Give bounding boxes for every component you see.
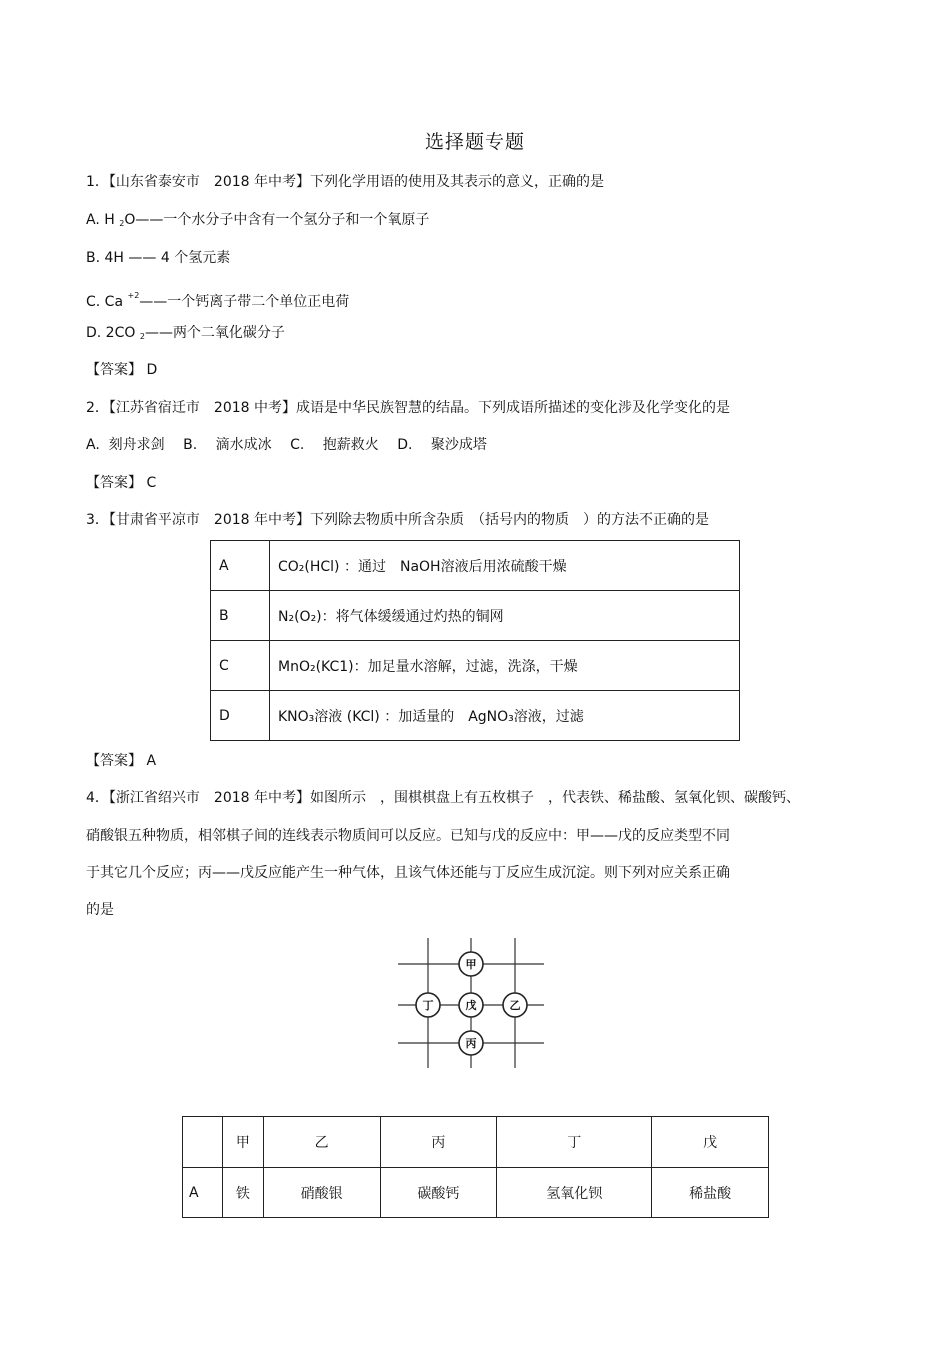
table-cell: 硝酸银 [263, 1168, 380, 1218]
table-cell: B [211, 591, 270, 641]
piece-jia-label: 甲 [465, 958, 477, 971]
question-3-stem: 3．【甘肃省平凉市 2018 年中考】下列除去物质中所含杂质 （括号内的物质 ）的方法不正确的是 [86, 512, 709, 528]
table-header-cell [183, 1117, 223, 1168]
question-1-option-a: A. H $_2$O——一个水分子中含有一个氢分子和一个氧原子 [86, 212, 430, 228]
piece-yi-label: 乙 [509, 999, 521, 1012]
table-cell: MnO₂(KC1)：加足量水溶解，过滤，洗涤，干燥 [270, 641, 740, 691]
table-row [211, 691, 740, 741]
table-cell: 稀盐酸 [652, 1168, 769, 1218]
table-row [183, 1168, 769, 1218]
table-header-row [183, 1117, 769, 1168]
table-cell: 碳酸钙 [380, 1168, 497, 1218]
go-board-diagram [398, 938, 548, 1068]
table-header-cell: 丙 [380, 1117, 497, 1168]
page-title: 选择题专题 [424, 131, 525, 153]
question-4-stem-line-4: 的是 [86, 902, 114, 918]
piece-ding-label: 丁 [422, 999, 434, 1012]
table-cell: N₂(O₂)：将气体缓缓通过灼热的铜网 [270, 591, 740, 641]
question-1-option-d: D. 2CO $_2$——两个二氧化碳分子 [86, 325, 285, 341]
question-2-answer: 【答案】 C [86, 475, 157, 491]
question-4-stem-line-1: 4．【浙江省绍兴市 2018 年中考】如图所示 ，围棋棋盘上有五枚棋子 ，代表铁、稀盐酸、氢氧化钡、碳酸钙、 [86, 790, 800, 806]
question-1-stem: 1．【山东省泰安市 2018 年中考】下列化学用语的使用及其表示的意义，正确的是 [86, 174, 604, 190]
question-3-table [210, 540, 740, 741]
piece-wu-label: 戊 [465, 999, 477, 1012]
table-cell: D [211, 691, 270, 741]
table-cell: 铁 [223, 1168, 264, 1218]
table-cell: 氢氧化钡 [497, 1168, 652, 1218]
piece-bing-label: 丙 [465, 1037, 477, 1050]
table-header-cell: 甲 [223, 1117, 264, 1168]
table-cell: KNO₃溶液 (KCl) ：加适量的 AgNO₃溶液，过滤 [270, 691, 740, 741]
table-header-cell: 乙 [263, 1117, 380, 1168]
table-row [211, 541, 740, 591]
question-1-answer: 【答案】 D [86, 362, 158, 378]
question-2-options: A. 刻舟求剑 B. 滴水成冰 C. 抱薪救火 D. 聚沙成塔 [86, 437, 487, 453]
table-cell: C [211, 641, 270, 691]
question-4-table [182, 1116, 769, 1218]
question-2-stem: 2．【江苏省宿迁市 2018 中考】成语是中华民族智慧的结晶。下列成语所描述的变化涉及化学变化的是 [86, 400, 730, 416]
table-header-cell: 丁 [497, 1117, 652, 1168]
table-cell: A [183, 1168, 223, 1218]
question-1-option-b: B. 4H —— 4 个氢元素 [86, 250, 231, 266]
table-row [211, 641, 740, 691]
question-1-option-c: C. Ca $^{+2}$——一个钙离子带二个单位正电荷 [86, 291, 350, 310]
question-3-answer: 【答案】 A [86, 753, 157, 769]
table-cell: A [211, 541, 270, 591]
table-row [211, 591, 740, 641]
question-4-stem-line-3: 于其它几个反应；丙——戊反应能产生一种气体，且该气体还能与丁反应生成沉淀。则下列对应关系正确 [86, 865, 730, 881]
table-cell: CO₂(HCl) ：通过 NaOH溶液后用浓硫酸干燥 [270, 541, 740, 591]
question-4-stem-line-2: 硝酸银五种物质，相邻棋子间的连线表示物质间可以反应。已知与戊的反应中：甲——戊的反应类型不同 [86, 828, 730, 844]
table-header-cell: 戊 [652, 1117, 769, 1168]
